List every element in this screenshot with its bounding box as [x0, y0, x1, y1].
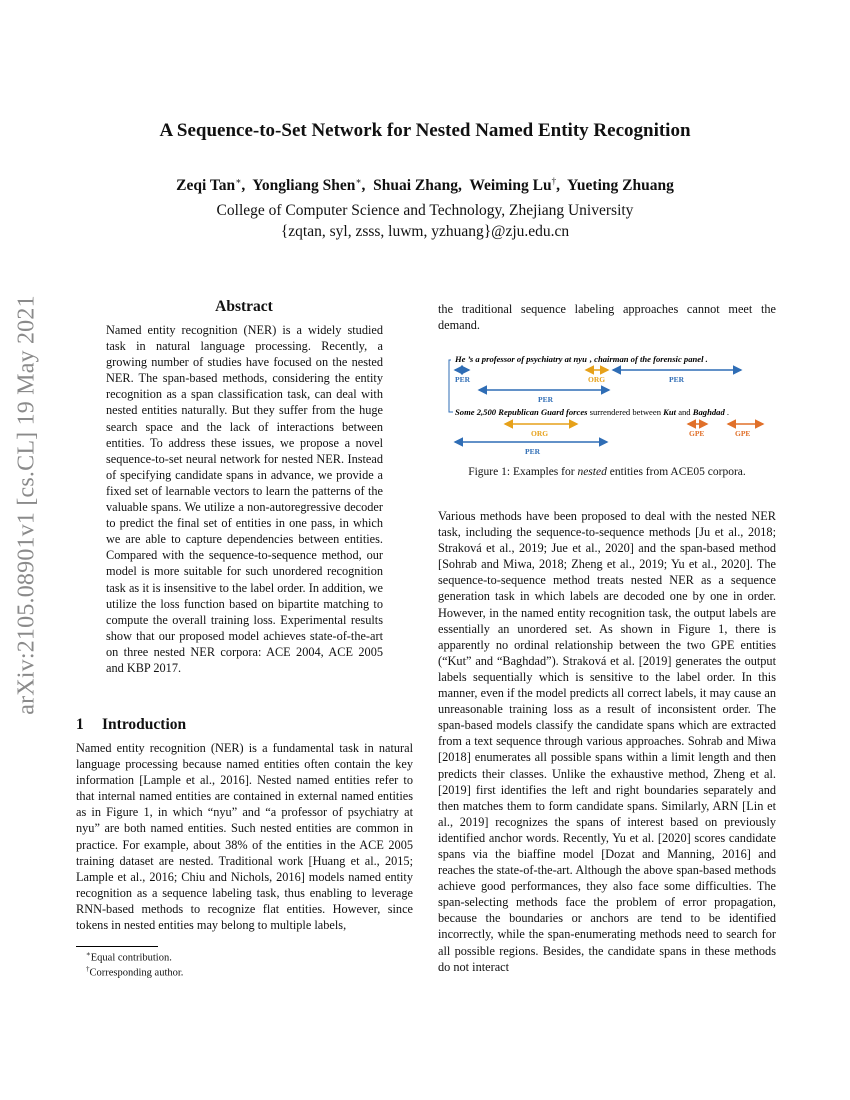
caption-prefix: Figure 1: Examples for [468, 466, 578, 478]
section-title: Introduction [102, 716, 187, 733]
example-sentence-2 [455, 407, 729, 417]
sentence-fragment: Baghdad [692, 407, 725, 417]
author-name: Zeqi Tan [176, 177, 236, 195]
entity-label-gpe: GPE [689, 429, 705, 438]
abstract-heading: Abstract [215, 298, 273, 315]
author-name: Yongliang Shen [252, 177, 356, 195]
sentence-fragment: and [676, 407, 693, 417]
related-work-paragraph: Various methods have been proposed to deal with the nested NER task, including the sequence-to-sequence methods [Ju et al., 2018; Straková et al., 2019; Jue et al., 2020] and the span-based method [Sohrab and Miwa, 2018; Zheng et al., 2019; Yu et al., 2020]. The sequence-to-sequence method treats nested NER as a sequence generation task in which labels are decoded one by one in order. However, in the named entity recognition task, the output labels are essentially an unordered set. As shown in Figure 1, there is apparently no ordinal relationship between the two GPE entities (“Kut” and “Baghdad”). Straková et al. [2019] generates the output labels sequentially which is sensitive to the label order. In this manner, even if the model predicts all correct labels, it may cause an unreasonable training loss as a result of inconsistent order. The span-based models classify the candidate spans which are extracted from a text sequence through various approaches. Sohrab and Miwa [2018] enumerates all possible spans within a limit length and then predicts their classes. Unlike the exhaustive method, Zheng et al. [2019] first identifies the left and right boundaries separately and then matches them to form candidate spans. Similarly, ARN [Lin et al., 2019] recognizes the spans of interest based on previously identified anchor words. Recently, Yu et al. [2020] scores candidate spans via the biaffine model [Dozat and Manning, 2016] and reaches the state-of-the-art. Although the above span-based methods achieve good performances, they also face some difficulties. The span-selecting methods face the problem of error propagation, because the boundaries or anchors are tend to be identified incorrectly, while the span-enumerating methods need to search for all possible regions. Besides, the candidate spans in these methods do not interact [438, 509, 776, 974]
figure-caption [438, 466, 776, 478]
example-sentence-1 [454, 354, 708, 364]
sentence-connector [449, 360, 453, 412]
entity-label-per: PER [669, 375, 684, 384]
affiliation: College of Computer Science and Technology, Zhejiang University [216, 202, 634, 219]
figure-1 [445, 346, 775, 458]
author-mark: † [551, 176, 557, 186]
column-continuation: the traditional sequence labeling approaches cannot meet the demand. [438, 302, 776, 333]
author-name: Weiming Lu [469, 177, 552, 195]
footnote-divider [76, 946, 158, 947]
entity-label-gpe: GPE [735, 429, 751, 438]
author-name: Yueting Zhuang [567, 177, 674, 195]
sentence-fragment: Some 2,500 Republican Guard forces [455, 407, 588, 417]
sentence-fragment: He ’s a professor of psychiatry at nyu [455, 354, 587, 364]
entity-label-per: PER [525, 447, 540, 456]
author-name: Shuai Zhang [373, 177, 458, 195]
entity-label-per: PER [455, 375, 470, 384]
footnote-text: Corresponding author. [89, 967, 184, 979]
entity-label-org: ORG [531, 429, 549, 438]
section-number: 1 [76, 716, 84, 733]
author-emails: {zqtan, syl, zsss, luwm, yzhuang}@zju.edu.cn [280, 223, 570, 240]
footnote-mark: ∗ [86, 950, 91, 958]
caption-suffix: entities from ACE05 corpora. [606, 466, 746, 478]
sentence-fragment: surrendered between [587, 407, 664, 417]
nested-entity-diagram [445, 346, 775, 458]
caption-emphasis: nested [577, 466, 607, 478]
arxiv-sidebar-stamp [2, 290, 52, 720]
abstract-text: Named entity recognition (NER) is a widely studied task in natural language processing. Recently, a growing number of studies have focused on the nested NER. The span-based methods, considering the entity recognition as a span classification task, can deal with nested entities naturally. But they suffer from the huge search space and the lack of interactions between entities. To address these issues, we propose a novel sequence-to-set neural network for nested NER. Instead of specifying candidate spans in advance, we provide a fixed set of learnable vectors to learn the patterns of the valuable spans. We utilize a non-autoregressive decoder to predict the final set of entities in one pass, in which we are able to capture dependencies between entities. Compared with the sequence-to-sequence method, our model is more suitable for such unordered recognition task as it is insensitive to the label order. In addition, we utilize the loss function based on bipartite matching to compute the overall training loss. Experimental results show that our proposed model achieves state-of-the-art on three nested NER corpora: ACE 2004, ACE 2005 and KBP 2017. [106, 323, 383, 675]
arxiv-id: arXiv:2105.08901v1 [cs.CL] 19 May 2021 [13, 295, 40, 715]
sentence-fragment: , chairman of the forensic panel . [589, 354, 708, 364]
author-list: Zeqi Tan∗, Yongliang Shen∗, Shuai Zhang, Weiming Lu†, Yueting Zhuang [176, 176, 674, 195]
footnote-corresponding-author [86, 965, 183, 979]
entity-label-per: PER [538, 395, 553, 404]
sentence-fragment: . [724, 407, 730, 417]
footnote-text: Equal contribution. [90, 952, 172, 964]
author-mark: ∗ [355, 176, 362, 186]
footnote-equal-contribution [86, 950, 172, 964]
section-heading [76, 716, 186, 734]
entity-label-org: ORG [588, 375, 606, 384]
paper-title: A Sequence-to-Set Network for Nested Named Entity Recognition [159, 120, 691, 141]
footnote-mark: † [86, 965, 90, 973]
sentence-fragment: Kut [663, 407, 677, 417]
author-mark: ∗ [235, 176, 242, 186]
introduction-text: Named entity recognition (NER) is a fundamental task in natural language processing because named entities often contain the key information [Lample et al., 2016]. Nested named entities refer to that internal named entities are contained in external named entities as in Figure 1, in which “nyu” and “a professor of psychiatry at nyu” are both named entities. Such nested entities are common in practice. For example, about 38% of the entities in the ACE 2005 training dataset are nested. Traditional work [Huang et al., 2015; Lample et al., 2016; Chiu and Nichols, 2016] models named entity recognition as a sequence labeling task, thus enabling to leverage RNN-based methods to recognize flat entities. However, since tokens in nested entities may belong to multiple labels, [76, 741, 413, 933]
